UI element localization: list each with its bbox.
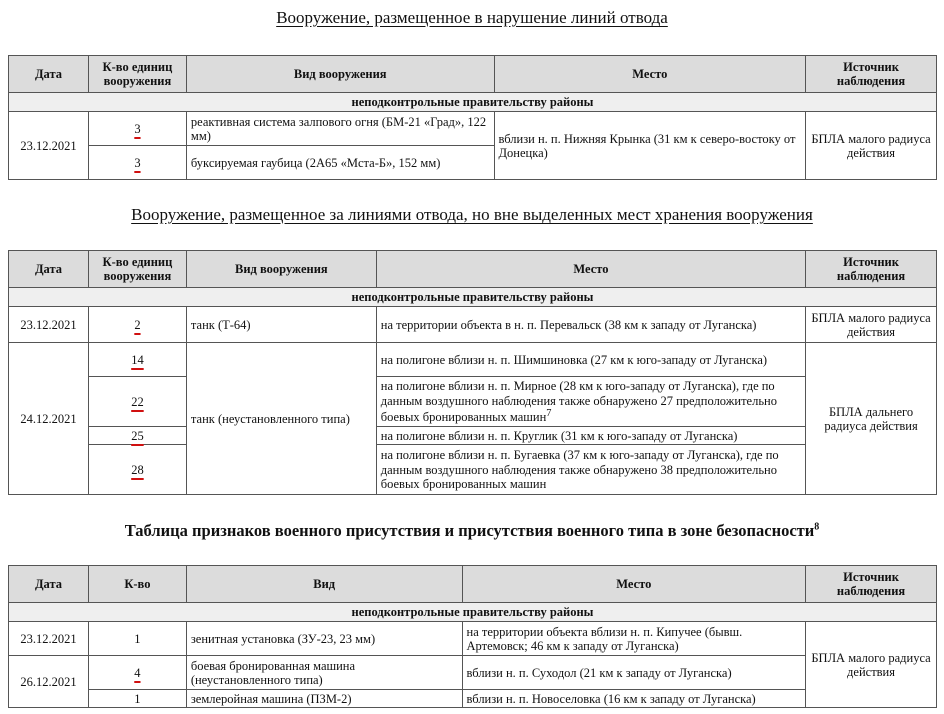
place-cell: на полигоне вблизи н. п. Шимшиновка (27 км к юго-западу от Луганска) xyxy=(376,343,805,377)
count-cell: 25 xyxy=(88,427,186,445)
place-cell: вблизи н. п. Суходол (21 км к западу от Луганска) xyxy=(462,656,806,690)
count-cell: 1 xyxy=(88,690,186,708)
count-cell: 28 xyxy=(88,445,186,495)
date-cell: 24.12.2021 xyxy=(9,343,89,495)
header-count: К-во единиц вооружения xyxy=(88,56,186,93)
table-row xyxy=(9,622,937,656)
type-cell: зенитная установка (ЗУ-23, 23 мм) xyxy=(186,622,462,656)
header-place: Место xyxy=(376,251,805,288)
type-cell: танк (Т-64) xyxy=(186,307,376,343)
table-military-presence xyxy=(8,565,937,708)
table-row xyxy=(9,112,937,146)
header-place: Место xyxy=(494,56,806,93)
header-source: Источник наблюдения xyxy=(806,251,937,288)
count-cell: 3 xyxy=(88,112,186,146)
date-cell: 26.12.2021 xyxy=(9,656,89,708)
table-header-row xyxy=(9,56,937,93)
count-cell: 4 xyxy=(88,656,186,690)
table-header-row xyxy=(9,251,937,288)
header-type: Вид вооружения xyxy=(186,56,494,93)
header-date: Дата xyxy=(9,566,89,603)
date-cell: 23.12.2021 xyxy=(9,622,89,656)
header-type: Вид xyxy=(186,566,462,603)
header-source: Источник наблюдения xyxy=(806,566,937,603)
table-header-row xyxy=(9,566,937,603)
header-source: Источник наблюдения xyxy=(806,56,937,93)
source-cell: БПЛА малого радиуса действия xyxy=(806,307,937,343)
table-row xyxy=(9,307,937,343)
type-cell: танк (неустановленного типа) xyxy=(186,343,376,495)
source-cell: БПЛА дальнего радиуса действия xyxy=(806,343,937,495)
section-title-3: Таблица признаков военного присутствия и присутствия военного типа в зоне безопасности$^8$ xyxy=(124,521,820,540)
date-cell: 23.12.2021 xyxy=(9,307,89,343)
header-type: Вид вооружения xyxy=(186,251,376,288)
place-cell: на полигоне вблизи н. п. Круглик (31 км к юго-западу от Луганска) xyxy=(376,427,805,445)
section-title-1: Вооружение, размещенное в нарушение линий отвода xyxy=(276,8,668,27)
table-row xyxy=(9,690,937,708)
type-cell: боевая бронированная машина (неустановленного типа) xyxy=(186,656,462,690)
table-row xyxy=(9,656,937,690)
place-cell: вблизи н. п. Новоселовка (16 км к западу от Луганска) xyxy=(462,690,806,708)
table-row xyxy=(9,427,937,445)
header-place: Место xyxy=(462,566,806,603)
header-date: Дата xyxy=(9,56,89,93)
source-cell: БПЛА малого радиуса действия xyxy=(806,622,937,708)
count-cell: 1 xyxy=(88,622,186,656)
table-weapons-outside-storage xyxy=(8,250,937,495)
table-row xyxy=(9,377,937,427)
table-row xyxy=(9,343,937,377)
header-count: К-во xyxy=(88,566,186,603)
type-cell: буксируемая гаубица (2А65 «Мста-Б», 152 мм) xyxy=(186,146,494,180)
group-row: неподконтрольные правительству районы xyxy=(9,288,937,307)
place-cell: на полигоне вблизи н. п. Мирное (28 км к юго-западу от Луганска), где по данным воздушного наблюдения также обнаружено 27 предположительно боевых бронированных машин$^7$ xyxy=(376,377,805,427)
type-cell: реактивная система залпового огня (БМ-21 «Град», 122 мм) xyxy=(186,112,494,146)
table-weapons-violation xyxy=(8,55,937,180)
header-date: Дата xyxy=(9,251,89,288)
type-cell: землеройная машина (ПЗМ-2) xyxy=(186,690,462,708)
footnote-ref: 8 xyxy=(814,521,820,533)
count-cell: 14 xyxy=(88,343,186,377)
count-cell: 22 xyxy=(88,377,186,427)
group-row: неподконтрольные правительству районы xyxy=(9,603,937,622)
count-cell: 3 xyxy=(88,146,186,180)
footnote-ref: 7 xyxy=(546,407,552,419)
place-cell: на полигоне вблизи н. п. Бугаевка (37 км к юго-западу от Луганска), где по данным воздушного наблюдения также обнаружено 38 предположительно боевых бронированных машин xyxy=(376,445,805,495)
header-count: К-во единиц вооружения xyxy=(88,251,186,288)
place-cell: вблизи н. п. Нижняя Крынка (31 км к северо-востоку от Донецка) xyxy=(494,112,806,180)
place-cell: на территории объекта вблизи н. п. Кипучее (бывш. Артемовск; 46 км к западу от Луганска) xyxy=(462,622,806,656)
count-cell: 2 xyxy=(88,307,186,343)
table-row xyxy=(9,445,937,495)
date-cell: 23.12.2021 xyxy=(9,112,89,180)
group-row: неподконтрольные правительству районы xyxy=(9,93,937,112)
section-title-2: Вооружение, размещенное за линиями отвода, но вне выделенных мест хранения вооружения xyxy=(131,205,813,224)
place-cell: на территории объекта в н. п. Перевальск (38 км к западу от Луганска) xyxy=(376,307,805,343)
source-cell: БПЛА малого радиуса действия xyxy=(806,112,937,180)
